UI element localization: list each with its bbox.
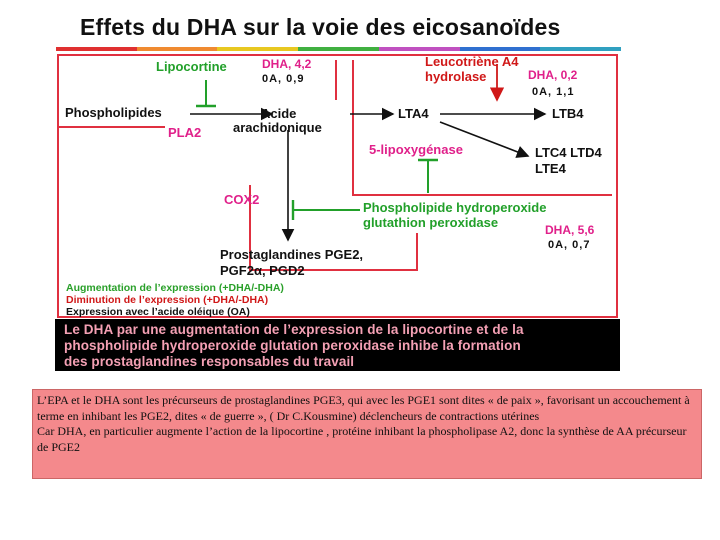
oa-lipocortine-value: 0A, 0,9 (262, 73, 305, 85)
note-paragraph-2: Car DHA, en particulier augmente l’action de la lipocortine , protéine inhibant la phospholipase A2, donc la synthèse de AA précurseur de PGE2 (37, 424, 687, 454)
leucotriene-label-1: Leucotriène A4 (425, 54, 519, 69)
ltb4-label: LTB4 (552, 106, 584, 121)
banner-line-1: Le DHA par une augmentation de l’expression de la lipocortine et de la (64, 322, 524, 337)
php-label-1: Phospholipide hydroperoxide (363, 200, 547, 215)
note-paragraph-1: L’EPA et le DHA sont les précurseurs de prostaglandines PGE3, qui avec les PGE1 sont dites « de paix », favorisant un accouchement à terme en inhibant les PGE2, dites « de guerre », ( Dr C.Kousmine) déclencheurs de contractions utérines (37, 393, 690, 423)
lta4-label: LTA4 (398, 106, 429, 121)
acide-label-1: Acide (261, 106, 297, 121)
phospholipides-label: Phospholipides (65, 105, 162, 120)
page-title: Effets du DHA sur la voie des eicosanoïdes (80, 14, 561, 40)
banner-line-3: des prostaglandines responsables du travail (64, 354, 355, 369)
legend-increase: Augmentation de l’expression (+DHA/-DHA) (66, 282, 284, 294)
lipocortine-label: Lipocortine (156, 59, 227, 74)
prostaglandines-label-1: Prostaglandines PGE2, (220, 247, 364, 262)
lte4-label: LTE4 (535, 161, 566, 176)
ltc4-label: LTC4 LTD4 (535, 145, 602, 160)
legend-decrease: Diminution de l’expression (+DHA/-DHA) (66, 294, 269, 306)
lipoxygenase-label: 5-lipoxygénase (369, 142, 463, 157)
dha-leucotriene-value: DHA, 0,2 (528, 68, 578, 82)
pla2-label: PLA2 (168, 125, 202, 140)
dha-lipocortine-value: DHA, 4,2 (262, 57, 312, 71)
php-label-2: glutathion peroxidase (363, 215, 499, 230)
summary-banner (55, 319, 620, 371)
oa-leucotriene-value: 0A, 1,1 (532, 86, 575, 98)
banner-line-2: phospholipide hydroperoxide glutation peroxidase inhibe la formation (64, 338, 521, 353)
leucotriene-label-2: hydrolase (425, 69, 487, 84)
oa-php-value: 0A, 0,7 (548, 239, 591, 251)
prostaglandines-label-2: PGF2α, PGD2 (220, 263, 305, 278)
cox2-label: COX2 (224, 192, 260, 207)
acide-label-2: arachidonique (233, 120, 322, 135)
legend-oleic-acid: Expression avec l’acide oléique (OA) (66, 306, 250, 318)
note-box (32, 389, 702, 479)
dha-php-value: DHA, 5,6 (545, 223, 595, 237)
